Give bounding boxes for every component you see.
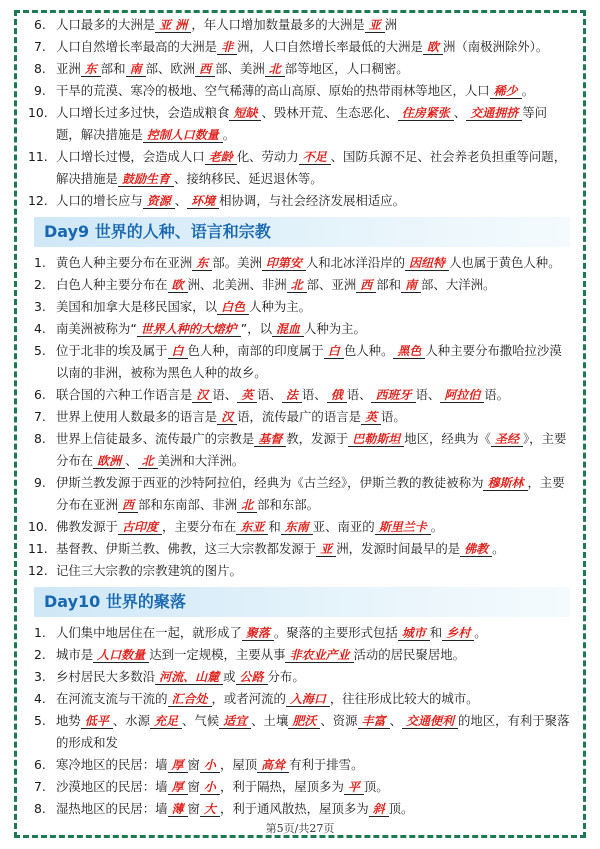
item-number: 3. (34, 299, 46, 314)
item-text: 。 (521, 83, 535, 98)
item-text: 语。 (484, 387, 510, 402)
answer-blank: 西 (356, 278, 376, 293)
answer-blank: 交通拥挤 (466, 106, 522, 121)
item-text: 地区，经典为《 (404, 431, 491, 446)
item-text: 洲、北美洲、非洲 (187, 277, 287, 292)
item-text: 。 (430, 519, 444, 534)
list-item (34, 318, 570, 340)
item-text: 和 (429, 625, 443, 640)
item-text: 部。美洲 (212, 255, 262, 270)
answer-blank: 控制人口数量 (143, 128, 223, 143)
item-number: 2. (34, 647, 46, 662)
item-text: ，屋顶 (219, 757, 258, 772)
answer-blank: 河流、山麓 (155, 670, 223, 685)
item-text: 洲 (384, 17, 398, 32)
list-item (34, 754, 570, 776)
list-item (34, 688, 570, 710)
item-number: 12. (28, 563, 48, 578)
item-text: 、气候 (181, 713, 220, 728)
answer-blank: 汇合处 (168, 692, 212, 707)
answer-blank: 世界人种的大熔炉 (137, 322, 241, 337)
item-text: 。 (474, 625, 487, 640)
item-text: 色人种，南部的印度属于 (187, 343, 324, 358)
answer-blank: 适宜 (219, 714, 251, 729)
list-item (34, 666, 570, 688)
item-text: 人口增长过慢，会造成人口 (56, 149, 205, 164)
answer-blank: 北 (237, 498, 257, 513)
item-number: 5. (34, 713, 46, 728)
answer-blank: 印第安 (262, 256, 306, 271)
item-text: 在河流支流与干流的 (56, 691, 168, 706)
item-text: 乡村居民大多数沿 (56, 669, 156, 684)
item-text: 语、 (346, 387, 372, 402)
item-text: 、 (453, 105, 467, 120)
item-text: 人也属于黄色人种。 (449, 255, 561, 270)
item-text: 。 (222, 127, 236, 142)
item-text: 湿热地区的民居：墙 (56, 801, 168, 816)
item-number: 7. (34, 409, 46, 424)
content (28, 14, 570, 820)
item-text: 语、 (301, 387, 327, 402)
item-text: 南美洲被称为“ (56, 321, 137, 336)
item-text: 教，发源于 (286, 431, 349, 446)
answer-blank: 南 (401, 278, 421, 293)
item-text: 人们集中地居住在一起，就形成了 (56, 625, 242, 640)
answer-blank: 西 (118, 498, 138, 513)
answer-blank: 城市 (398, 626, 430, 641)
list-item (34, 776, 570, 798)
list-item (34, 406, 570, 428)
item-text: 和 (268, 519, 281, 534)
list-item (34, 252, 570, 274)
item-text: ，或者河流的 (211, 691, 286, 706)
list-day10 (34, 622, 570, 820)
item-text: 相协调，与社会经济发展相适应。 (219, 193, 406, 208)
item-text: 、 (174, 193, 188, 208)
section-title-day9: Day9 世界的人种、语言和宗教 (34, 217, 570, 247)
item-number: 11. (28, 541, 48, 556)
answer-blank: 汉 (192, 388, 212, 403)
answer-blank: 古印度 (118, 520, 162, 535)
item-text: 分布。 (267, 669, 305, 684)
answer-blank: 混血 (272, 322, 304, 337)
answer-blank: 白色 (217, 300, 249, 315)
answer-blank: 短缺 (229, 106, 261, 121)
item-text: 亚、南亚的 (312, 519, 375, 534)
answer-blank: 佛教 (460, 542, 492, 557)
item-text: 人口增长过多过快，会造成粮食 (56, 105, 230, 120)
answer-blank: 鼓励生育 (118, 172, 174, 187)
list-item (34, 472, 570, 516)
item-text: 人口最多的大洲是 (56, 17, 156, 32)
answer-blank: 东亚 (236, 520, 268, 535)
item-text: 、 (125, 453, 138, 468)
list-item (34, 296, 570, 318)
answer-blank: 巴勒斯坦 (348, 432, 404, 447)
answer-blank: 北 (287, 278, 307, 293)
answer-blank: 大 (200, 802, 220, 817)
answer-blank: 因纽特 (405, 256, 449, 271)
answer-blank: 白 (324, 344, 344, 359)
item-text: 部、欧洲 (145, 61, 196, 76)
list-item (28, 190, 570, 212)
list-item (34, 622, 570, 644)
answer-blank: 厚 (168, 780, 188, 795)
item-text: 黄色人种主要分布在亚洲 (56, 255, 193, 270)
item-text: 、 (389, 713, 402, 728)
answer-blank: 穆斯林 (483, 476, 527, 491)
answer-blank: 低平 (81, 714, 113, 729)
item-number: 2. (34, 277, 46, 292)
item-text: 人口的增长应与 (56, 193, 143, 208)
item-text: ，主要分布在亚洲 (56, 475, 565, 512)
item-text: 色人种。 (343, 343, 394, 358)
answer-blank: 东 (192, 256, 212, 271)
list-item (34, 798, 570, 820)
answer-blank: 小 (200, 780, 220, 795)
answer-blank: 小 (200, 758, 220, 773)
item-number: 8. (34, 61, 46, 76)
item-text: ，往往形成比较大的城市。 (329, 691, 479, 706)
item-text: 伊斯兰教发源于西亚的沙特阿拉伯，经典为《古兰经》，伊斯兰教的教徒被称为 (56, 475, 484, 490)
item-text: 、毁林开荒、生态恶化、 (261, 105, 398, 120)
answer-blank: 圣经 (491, 432, 523, 447)
item-text: 部和东部。 (257, 497, 320, 512)
answer-blank: 西 (195, 62, 215, 77)
answer-blank: 北 (138, 454, 158, 469)
item-text: 人和北冰洋沿岸的 (305, 255, 406, 270)
item-text: ，主要分布在 (161, 519, 237, 534)
item-text: 位于北非的埃及属于 (56, 343, 168, 358)
item-text: 基督教、伊斯兰教、佛教，这三大宗教都发源于 (56, 541, 317, 556)
item-text: 、资源 (320, 713, 358, 728)
answer-blank: 公路 (236, 670, 268, 685)
item-number: 4. (34, 691, 46, 706)
item-number: 8. (34, 431, 46, 446)
answer-blank: 交通便利 (402, 714, 458, 729)
list-item (28, 560, 570, 582)
item-number: 8. (34, 801, 46, 816)
answer-blank: 斜 (369, 802, 389, 817)
item-number: 3. (34, 669, 46, 684)
item-text: 联合国的六种工作语言是 (56, 387, 193, 402)
answer-blank: 汉 (217, 410, 237, 425)
item-text: 部和 (376, 277, 402, 292)
item-text: 寒冷地区的民居：墙 (56, 757, 168, 772)
item-number: 4. (34, 321, 46, 336)
item-number: 6. (34, 387, 46, 402)
item-text: 、国防兵源不足、社会养老负担重等问题，解决措施是 (56, 149, 567, 186)
answer-blank: 英 (361, 410, 381, 425)
item-text: 城市是 (56, 647, 94, 662)
answer-blank: 俄 (327, 388, 347, 403)
answer-blank: 稀少 (490, 84, 522, 99)
answer-blank: 阿拉伯 (440, 388, 484, 403)
answer-blank: 亚 (316, 542, 336, 557)
item-text: 窗 (187, 757, 200, 772)
answer-blank: 基督 (254, 432, 286, 447)
answer-blank: 人口数量 (93, 648, 149, 663)
list-day9 (28, 252, 570, 582)
item-text: 干旱的荒漠、寒冷的极地、空气稀薄的高山高原、原始的热带雨林等地区，人口 (56, 83, 490, 98)
item-text: 人种主要分布撒哈拉沙漠以南的非洲，被称为黑色人种的故乡。 (56, 343, 562, 380)
item-text: 世界上信徒最多、流传最广的宗教是 (56, 431, 255, 446)
answer-blank: 欧洲 (93, 454, 125, 469)
answer-blank: 肥沃 (288, 714, 320, 729)
answer-blank: 厚 (168, 758, 188, 773)
answer-blank: 欧 (168, 278, 188, 293)
list-item (34, 384, 570, 406)
item-text: 部、亚洲 (306, 277, 357, 292)
item-text: 白色人种主要分布在 (56, 277, 168, 292)
item-text: 洲，发源时间最早的是 (336, 541, 461, 556)
item-text: 语。 (381, 409, 406, 424)
item-text: 部和东南部、非洲 (137, 497, 238, 512)
answer-blank: 北 (265, 62, 285, 77)
item-text: 亚洲 (56, 61, 81, 76)
item-text: 语、 (415, 387, 441, 402)
answer-blank: 白 (168, 344, 188, 359)
answer-blank: 非 (217, 40, 237, 55)
item-text: 美国和加拿大是移民国家，以 (56, 299, 218, 314)
item-text: 。 (492, 541, 505, 556)
item-number: 5. (34, 343, 46, 358)
item-number: 1. (34, 625, 46, 640)
item-number: 1. (34, 255, 46, 270)
answer-blank: 东南 (281, 520, 313, 535)
answer-blank: 法 (282, 388, 302, 403)
item-text: 活动的居民聚居地。 (353, 647, 466, 662)
answer-blank: 乡村 (442, 626, 474, 641)
item-text: 语、 (212, 387, 238, 402)
item-text: 达到一定规模，主要从事 (149, 647, 286, 662)
item-number: 7. (34, 779, 46, 794)
answer-blank: 高耸 (257, 758, 289, 773)
item-text: 。聚落的主要形式包括 (273, 625, 398, 640)
list-item (34, 644, 570, 666)
item-text: 部和 (100, 61, 126, 76)
answer-blank: 斯里兰卡 (375, 520, 431, 535)
item-text: 佛教发源于 (56, 519, 118, 534)
answer-blank: 亚 (365, 18, 385, 33)
item-number: 7. (34, 39, 46, 54)
item-text: 》，主要分布在 (56, 431, 567, 468)
answer-blank: 英 (237, 388, 257, 403)
list-item (34, 36, 570, 58)
item-text: 部等地区，人口稠密。 (284, 61, 409, 76)
list-item (34, 710, 570, 754)
section-title-day10: Day10 世界的聚落 (34, 587, 570, 617)
list-item (28, 146, 570, 190)
item-text: 洲（南极洲除外）。 (442, 39, 549, 54)
list-item (34, 428, 570, 472)
item-number: 6. (34, 17, 46, 32)
answer-blank: 丰富 (358, 714, 390, 729)
answer-blank: 薄 (168, 802, 188, 817)
answer-blank: 资源 (143, 194, 175, 209)
item-text: 、土壤 (251, 713, 289, 728)
answer-blank: 东 (81, 62, 101, 77)
item-text: 美洲和大洋洲。 (157, 453, 245, 468)
item-text: 洲，人口自然增长率最低的大洲是 (237, 39, 423, 54)
list-item (34, 14, 570, 36)
item-text: ，利于隔热，屋顶多为 (219, 779, 344, 794)
answer-blank: 入海口 (286, 692, 330, 707)
answer-blank: 亚 洲 (155, 18, 191, 33)
item-text: 顶。 (363, 779, 389, 794)
list-item (28, 538, 570, 560)
item-text: 世界上使用人数最多的语言是 (56, 409, 218, 424)
item-text: 语，流传最广的语言是 (237, 409, 361, 424)
item-text: ”，以 (240, 321, 272, 336)
item-number: 6. (34, 757, 46, 772)
item-text: 的地区，有利于聚落的形成和发 (56, 713, 570, 750)
answer-blank: 老龄 (205, 150, 237, 165)
item-text: 有利于排雪。 (289, 757, 364, 772)
item-text: 化、劳动力 (236, 149, 299, 164)
answer-blank: 西班牙 (371, 388, 415, 403)
answer-blank: 环境 (187, 194, 219, 209)
item-text: ，利于通风散热，屋顶多为 (219, 801, 369, 816)
answer-blank: 充足 (150, 714, 182, 729)
answer-blank: 黑色 (393, 344, 425, 359)
answer-blank: 非农业产业 (285, 648, 353, 663)
item-number: 10. (28, 519, 48, 534)
item-text: 记住三大宗教的宗教建筑的图片。 (56, 563, 242, 578)
list-item (34, 58, 570, 80)
item-number: 12. (28, 193, 48, 208)
item-text: 部、美洲 (215, 61, 265, 76)
item-text: ，年人口增加数量最多的大洲是 (191, 17, 365, 32)
item-text: 、接纳移民、延迟退休等。 (173, 171, 323, 186)
answer-blank: 南 (126, 62, 146, 77)
item-text: 语、 (257, 387, 282, 402)
item-text: 顶。 (388, 801, 414, 816)
answer-blank: 平 (344, 780, 364, 795)
item-text: 人种为主。 (249, 299, 312, 314)
item-number: 11. (28, 149, 48, 164)
item-text: 人口自然增长率最高的大洲是 (56, 39, 218, 54)
list-item (34, 340, 570, 384)
item-text: 人种为主。 (304, 321, 366, 336)
item-number: 10. (28, 105, 48, 120)
item-text: 窗 (187, 801, 200, 816)
list-population (28, 14, 570, 212)
item-number: 9. (34, 475, 46, 490)
item-text: 窗 (187, 779, 200, 794)
list-item (34, 80, 570, 102)
answer-blank: 聚落 (242, 626, 274, 641)
answer-blank: 不足 (299, 150, 331, 165)
page-number: 第5页/共27页 (265, 822, 335, 835)
list-item (34, 274, 570, 296)
item-text: 或 (223, 669, 236, 684)
item-number: 9. (34, 83, 46, 98)
item-text: 部、大洋洲。 (421, 277, 496, 292)
list-item (28, 102, 570, 146)
item-text: 、水源 (112, 713, 150, 728)
answer-blank: 住房紧张 (398, 106, 454, 121)
list-item (28, 516, 570, 538)
item-text: 沙漠地区的民居：墙 (56, 779, 168, 794)
item-text: 地势 (56, 713, 81, 728)
answer-blank: 欧 (423, 40, 443, 55)
item-text: 等问题，解决措施是 (56, 105, 547, 142)
